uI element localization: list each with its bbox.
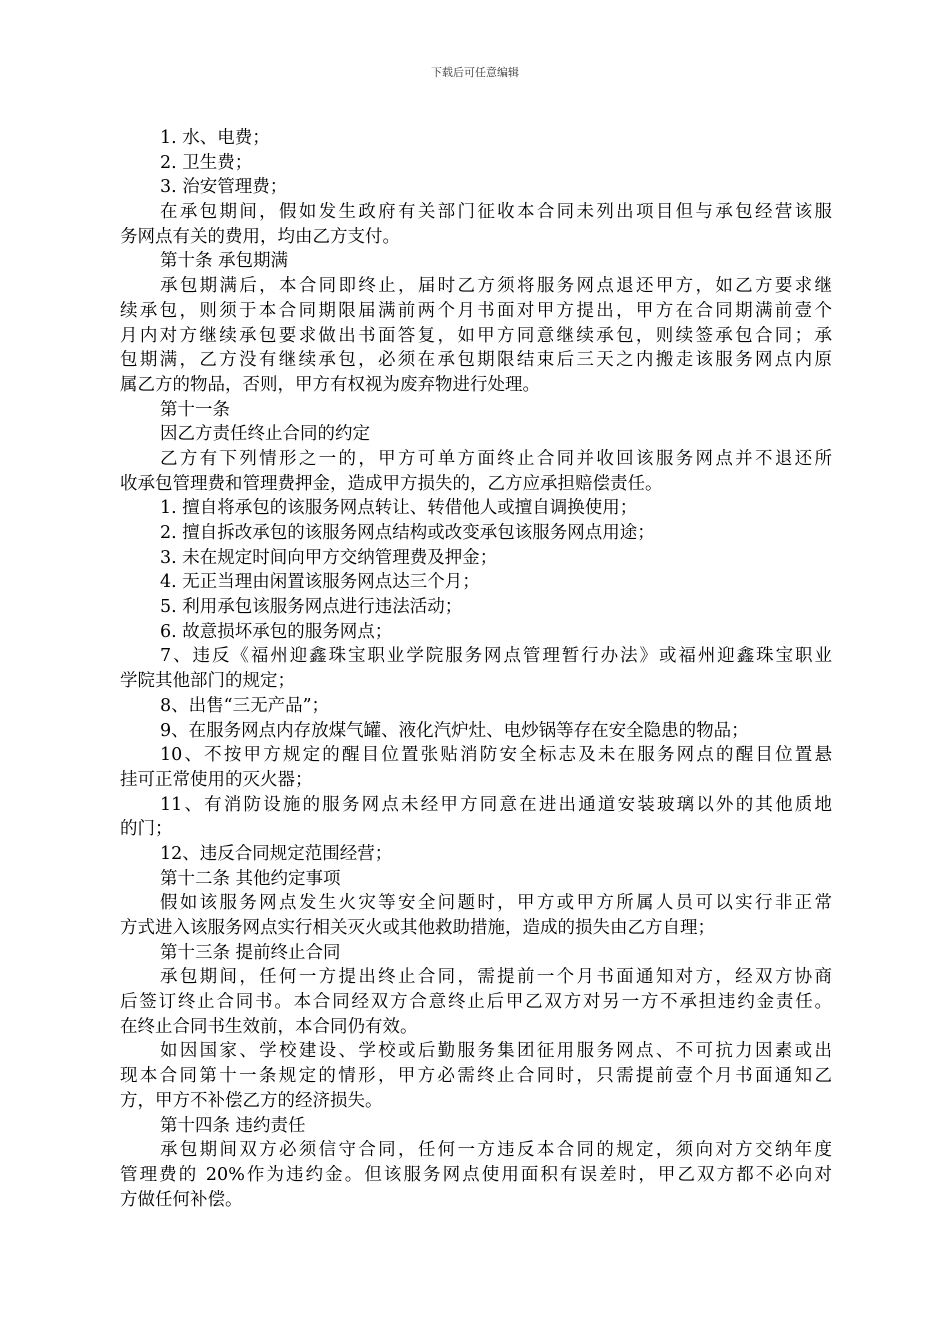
text-line: 学院其他部门的规定； — [120, 671, 295, 692]
text-line: 3. 治安管理费； — [160, 177, 288, 198]
text-line: 在承包期间，假如发生政府有关部门征收本合同未列出项目但与承包经营该服 — [160, 202, 832, 223]
document-body — [120, 126, 832, 1212]
text-line: 2. 卫生费； — [160, 152, 253, 173]
text-line: 第十三条 提前终止合同 — [160, 942, 341, 963]
text-line: 假如该服务网点发生火灾等安全问题时，甲方或甲方所属人员可以实行非正常 — [160, 893, 832, 914]
text-line: 4. 无正当理由闲置该服务网点达三个月； — [160, 572, 480, 593]
text-line: 管理费的 20%作为违约金。但该服务网点使用面积有误差时，甲乙双方都不必向对 — [120, 1164, 832, 1185]
text-line: 包期满，乙方没有继续承包，必须在承包期限结束后三天之内搬走该服务网点内原 — [120, 350, 832, 371]
text-line: 因乙方责任终止合同的约定 — [160, 424, 370, 445]
text-line: 月内对方继续承包要求做出书面答复，如甲方同意继续承包，则续签承包合同；承 — [120, 325, 832, 346]
text-line: 6. 故意损坏承包的服务网点； — [160, 621, 393, 642]
text-line: 挂可正常使用的灭火器； — [120, 769, 313, 790]
text-line: 11、有消防设施的服务网点未经甲方同意在进出通道安装玻璃以外的其他质地 — [160, 794, 832, 815]
text-line: 承包期满后，本合同即终止，届时乙方须将服务网点退还甲方，如乙方要求继 — [160, 276, 832, 297]
text-line: 方做任何补偿。 — [120, 1189, 243, 1210]
text-line: 3. 未在规定时间向甲方交纳管理费及押金； — [160, 547, 498, 568]
text-line: 续承包，则须于本合同期限届满前两个月书面对甲方提出，甲方在合同期满前壹个 — [120, 300, 832, 321]
text-line: 后签订终止合同书。本合同经双方合意终止后甲乙双方对另一方不承担违约金责任。 — [120, 992, 832, 1013]
text-line: 1. 水、电费； — [160, 128, 270, 148]
text-line: 10、不按甲方规定的醒目位置张贴消防安全标志及未在服务网点的醒目位置悬 — [160, 745, 832, 766]
text-line: 9、在服务网点内存放煤气罐、液化汽炉灶、电炒锅等存在安全隐患的物品； — [160, 720, 749, 741]
text-line: 1. 擅自将承包的该服务网点转让、转借他人或擅自调换使用； — [160, 498, 638, 519]
text-line: 承包期间双方必须信守合同，任何一方违反本合同的规定，须向对方交纳年度 — [160, 1140, 832, 1161]
text-line: 务网点有关的费用，均由乙方支付。 — [120, 226, 400, 247]
text-line: 7、违反《福州迎鑫珠宝职业学院服务网点管理暂行办法》或福州迎鑫珠宝职业 — [160, 646, 832, 667]
text-line: 第十二条 其他约定事项 — [160, 868, 341, 889]
text-line: 收承包管理费和管理费押金，造成甲方损失的，乙方应承担赔偿责任。 — [120, 473, 663, 494]
text-line: 方式进入该服务网点实行相关灭火或其他救助措施，造成的损失由乙方自理； — [120, 918, 715, 938]
text-line: 第十条 承包期满 — [160, 251, 289, 272]
text-line: 现本合同第十一条规定的情形，甲方必需终止合同时，只需提前壹个月书面通知乙 — [120, 1066, 832, 1087]
text-line: 承包期间，任何一方提出终止合同，需提前一个月书面通知对方，经双方协商 — [160, 967, 832, 988]
text-line: 5. 利用承包该服务网点进行违法活动； — [160, 597, 463, 618]
text-line: 在终止合同书生效前，本合同仍有效。 — [120, 1016, 418, 1037]
text-line: 2. 擅自拆改承包的该服务网点结构或改变承包该服务网点用途； — [160, 523, 655, 543]
text-line: 第十四条 违约责任 — [160, 1115, 306, 1136]
text-line: 如因国家、学校建设、学校或后勤服务集团征用服务网点、不可抗力因素或出 — [160, 1041, 832, 1062]
page-header: 下载后可任意编辑 — [431, 66, 519, 79]
text-line: 8、出售“三无产品”； — [160, 695, 330, 716]
text-line: 方，甲方不补偿乙方的经济损失。 — [120, 1090, 383, 1111]
text-line: 12、违反合同规定范围经营； — [160, 843, 393, 864]
text-line: 属乙方的物品，否则，甲方有权视为废弃物进行处理。 — [120, 374, 540, 395]
text-line: 乙方有下列情形之一的，甲方可单方面终止合同并收回该服务网点并不退还所 — [160, 448, 832, 469]
text-line: 的门； — [120, 819, 173, 840]
text-line: 第十一条 — [160, 399, 230, 420]
